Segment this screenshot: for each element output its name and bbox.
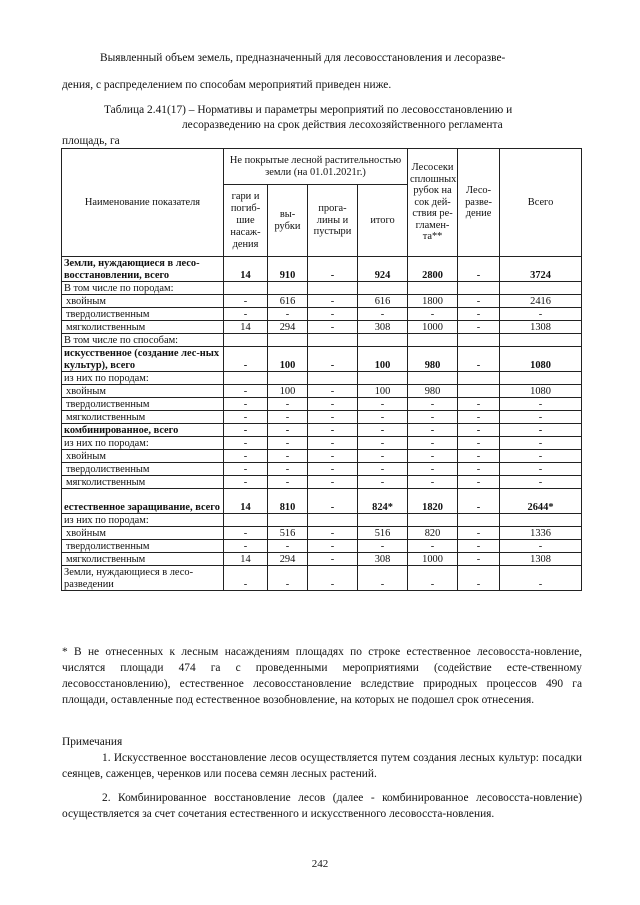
table-cell: - xyxy=(408,450,458,463)
table-cell: - xyxy=(268,398,308,411)
table-cell: - xyxy=(408,437,458,450)
table-cell: - xyxy=(358,411,408,424)
header-total-uncovered: итого xyxy=(358,185,408,257)
row-label: комбинированное, всего xyxy=(62,424,224,437)
table-cell: - xyxy=(224,295,268,308)
table-body xyxy=(62,257,582,591)
table-row xyxy=(62,321,582,334)
table-cell: 2800 xyxy=(408,257,458,282)
table-row xyxy=(62,385,582,398)
table-cell: - xyxy=(500,411,582,424)
table-cell: - xyxy=(408,308,458,321)
row-label: хвойным xyxy=(62,385,224,398)
footnote: * В не отнесенных к лесным насаждениям площадях по строке естественное лесовосста-новление, числятся площади 474 га с проведенными мероприятиями (содействие есте-ственному лесовосстановлению), естественное лесовосстановление вследствие природных процессов 490 га площади, оставленные под естественное возобновление, на которых не подошел срок отнесения. xyxy=(62,646,582,706)
intro-line-1: Выявленный объем земель, предназначенный для лесовосстановления и лесоразве- xyxy=(100,52,506,64)
table-cell: 2644* xyxy=(500,489,582,514)
table-cell xyxy=(358,514,408,527)
table-row xyxy=(62,308,582,321)
table-cell: - xyxy=(268,411,308,424)
table-cell: 14 xyxy=(224,489,268,514)
table-cell: - xyxy=(224,463,268,476)
table-cell: 980 xyxy=(408,385,458,398)
table-cell: 2416 xyxy=(500,295,582,308)
table-cell: 308 xyxy=(358,553,408,566)
table-cell xyxy=(268,372,308,385)
table-row xyxy=(62,437,582,450)
table-cell: - xyxy=(308,553,358,566)
table-cell: - xyxy=(408,463,458,476)
table-cell: - xyxy=(308,450,358,463)
table-cell xyxy=(268,334,308,347)
table-cell: 100 xyxy=(358,385,408,398)
row-label: мягколиственным xyxy=(62,476,224,489)
table-cell xyxy=(458,282,500,295)
table-cell: 924 xyxy=(358,257,408,282)
table-cell: - xyxy=(458,489,500,514)
table-cell xyxy=(408,282,458,295)
table-row xyxy=(62,372,582,385)
table-cell: 820 xyxy=(408,527,458,540)
table-cell: - xyxy=(268,437,308,450)
row-label: Земли, нуждающиеся в лесо-восстановлении, всего xyxy=(62,257,224,282)
table-cell xyxy=(458,385,500,398)
table-cell: - xyxy=(268,450,308,463)
row-label: мягколиственным xyxy=(62,553,224,566)
header-grand-total: Всего xyxy=(500,149,582,257)
table-cell xyxy=(500,372,582,385)
table-cell xyxy=(500,334,582,347)
header-name: Наименование показателя xyxy=(62,149,224,257)
table-row xyxy=(62,566,582,591)
table-cell: - xyxy=(458,437,500,450)
table-cell xyxy=(224,282,268,295)
table-cell xyxy=(500,514,582,527)
table-row xyxy=(62,527,582,540)
table-cell: 3724 xyxy=(500,257,582,282)
table-cell: - xyxy=(458,321,500,334)
table-row xyxy=(62,489,582,514)
table-row xyxy=(62,514,582,527)
table-cell: - xyxy=(308,295,358,308)
table-cell: - xyxy=(308,489,358,514)
table-cell: 294 xyxy=(268,553,308,566)
note-2: 2. Комбинированное восстановление лесов (далее - комбинированное лесовосста-новление) осуществляется за счет сочетания естественного и искусственного лесовосста-новления. xyxy=(62,792,582,820)
table-unit: площадь, га xyxy=(62,135,120,147)
table-cell: 910 xyxy=(268,257,308,282)
table-cell: - xyxy=(224,411,268,424)
row-label: твердолиственным xyxy=(62,463,224,476)
table-cell: 1000 xyxy=(408,553,458,566)
table-row xyxy=(62,334,582,347)
table-cell: 294 xyxy=(268,321,308,334)
table-cell: 1080 xyxy=(500,347,582,372)
table-cell: - xyxy=(358,450,408,463)
table-cell: - xyxy=(224,424,268,437)
header-cuttings: вы-рубки xyxy=(268,185,308,257)
table-cell xyxy=(224,514,268,527)
table-cell xyxy=(500,282,582,295)
table-cell: - xyxy=(224,450,268,463)
table-cell xyxy=(408,514,458,527)
table-caption-line-1: Таблица 2.41(17) – Нормативы и параметры мероприятий по лесовосстановлению и xyxy=(104,104,513,116)
table-cell: 14 xyxy=(224,321,268,334)
table-cell: - xyxy=(458,540,500,553)
table-cell xyxy=(268,514,308,527)
table-cell: 1308 xyxy=(500,321,582,334)
row-label: мягколиственным xyxy=(62,321,224,334)
table-cell: - xyxy=(358,437,408,450)
table-cell xyxy=(408,372,458,385)
table-cell: - xyxy=(308,321,358,334)
header-clearcuts: Лесосеки сплошных рубок на сок дей-ствия ре-гламен-та** xyxy=(408,149,458,257)
header-uncovered-group: Не покрытые лесной растительностью земли (на 01.01.2021г.) xyxy=(224,149,408,185)
table-cell: - xyxy=(458,463,500,476)
table-cell: - xyxy=(268,463,308,476)
header-afforestation: Лесо-разве-дение xyxy=(458,149,500,257)
table-cell: - xyxy=(358,424,408,437)
table-cell: - xyxy=(268,540,308,553)
table-cell: - xyxy=(224,437,268,450)
table-cell: 1800 xyxy=(408,295,458,308)
row-label: хвойным xyxy=(62,527,224,540)
note-1: 1. Искусственное восстановление лесов осуществляется путем создания лесных культур: посадки сеянцев, саженцев, черенков или посева семян лесных растений. xyxy=(62,752,582,780)
table-cell: 100 xyxy=(358,347,408,372)
table-row xyxy=(62,450,582,463)
table-cell xyxy=(358,334,408,347)
row-label: твердолиственным xyxy=(62,308,224,321)
table-cell: - xyxy=(408,566,458,591)
table-cell: - xyxy=(224,540,268,553)
table-cell: - xyxy=(308,463,358,476)
page-number: 242 xyxy=(311,858,329,870)
table-cell xyxy=(308,282,358,295)
table-cell: - xyxy=(458,347,500,372)
table-cell: - xyxy=(408,540,458,553)
table-row xyxy=(62,424,582,437)
table-cell: 14 xyxy=(224,257,268,282)
row-label: хвойным xyxy=(62,295,224,308)
table-cell: - xyxy=(268,476,308,489)
table-cell: - xyxy=(308,437,358,450)
table-cell xyxy=(408,334,458,347)
table-cell: 616 xyxy=(268,295,308,308)
header-glades: прога-лины и пустыри xyxy=(308,185,358,257)
intro-line-2: дения, с распределением по способам мероприятий приведен ниже. xyxy=(62,79,392,91)
table-cell: 1820 xyxy=(408,489,458,514)
table-cell: - xyxy=(268,566,308,591)
table-cell xyxy=(308,334,358,347)
table-cell: 810 xyxy=(268,489,308,514)
table-cell: - xyxy=(308,347,358,372)
table-cell: - xyxy=(224,566,268,591)
table-cell: 1080 xyxy=(500,385,582,398)
row-label: естественное заращивание, всего xyxy=(62,489,224,514)
table-cell xyxy=(268,282,308,295)
table-cell: - xyxy=(458,295,500,308)
table-cell: - xyxy=(500,476,582,489)
table-cell xyxy=(224,334,268,347)
row-label: В том числе по способам: xyxy=(62,334,224,347)
table-cell: - xyxy=(308,424,358,437)
table-cell: - xyxy=(268,424,308,437)
table-cell: 14 xyxy=(224,553,268,566)
table-cell: - xyxy=(308,540,358,553)
table-cell: - xyxy=(458,308,500,321)
table-cell: - xyxy=(308,398,358,411)
table-row xyxy=(62,553,582,566)
table-cell xyxy=(458,372,500,385)
table-cell: - xyxy=(358,308,408,321)
row-label: мягколиственным xyxy=(62,411,224,424)
table-cell: - xyxy=(308,385,358,398)
row-label: из них по породам: xyxy=(62,437,224,450)
table-cell: - xyxy=(224,398,268,411)
row-label: из них по породам: xyxy=(62,372,224,385)
table-cell: 516 xyxy=(358,527,408,540)
table-cell: - xyxy=(458,257,500,282)
table-cell: - xyxy=(308,566,358,591)
table-row xyxy=(62,347,582,372)
header-burned: гари и погиб-шие насаж-дения xyxy=(224,185,268,257)
row-label: из них по породам: xyxy=(62,514,224,527)
row-label: хвойным xyxy=(62,450,224,463)
table-cell: - xyxy=(358,476,408,489)
notes-title: Примечания xyxy=(62,736,123,748)
table-cell: 616 xyxy=(358,295,408,308)
table-cell: - xyxy=(308,411,358,424)
table-row xyxy=(62,295,582,308)
table-cell: - xyxy=(224,385,268,398)
table-row xyxy=(62,540,582,553)
table-cell: - xyxy=(458,424,500,437)
table-cell: - xyxy=(224,476,268,489)
table-cell: - xyxy=(458,398,500,411)
row-label: Земли, нуждающиеся в лесо-разведении xyxy=(62,566,224,591)
table-cell: - xyxy=(224,308,268,321)
measures-table xyxy=(61,148,582,591)
table-cell: - xyxy=(358,566,408,591)
table-cell: - xyxy=(408,424,458,437)
table-cell xyxy=(358,282,408,295)
table-cell: - xyxy=(458,566,500,591)
table-cell: - xyxy=(500,437,582,450)
table-cell xyxy=(458,514,500,527)
row-label: искусственное (создание лес-ных культур), всего xyxy=(62,347,224,372)
table-row xyxy=(62,476,582,489)
table-cell: - xyxy=(358,540,408,553)
table-cell: - xyxy=(408,398,458,411)
table-cell: - xyxy=(408,411,458,424)
table-cell: - xyxy=(500,450,582,463)
table-cell: - xyxy=(458,553,500,566)
table-cell: - xyxy=(500,540,582,553)
table-cell: 1308 xyxy=(500,553,582,566)
table-cell: - xyxy=(458,450,500,463)
table-cell: - xyxy=(500,424,582,437)
table-cell: - xyxy=(308,308,358,321)
table-cell: - xyxy=(458,476,500,489)
table-cell: - xyxy=(458,411,500,424)
table-cell: - xyxy=(308,527,358,540)
table-cell: 824* xyxy=(358,489,408,514)
table-cell xyxy=(358,372,408,385)
table-cell xyxy=(458,334,500,347)
table-cell: - xyxy=(458,527,500,540)
table-cell: - xyxy=(308,476,358,489)
table-cell: - xyxy=(268,308,308,321)
table-cell: - xyxy=(500,398,582,411)
table-row xyxy=(62,411,582,424)
table-row xyxy=(62,257,582,282)
row-label: В том числе по породам: xyxy=(62,282,224,295)
table-cell: 516 xyxy=(268,527,308,540)
table-cell: 308 xyxy=(358,321,408,334)
table-cell: 100 xyxy=(268,385,308,398)
table-cell: - xyxy=(358,398,408,411)
table-cell: 1336 xyxy=(500,527,582,540)
table-cell: - xyxy=(500,566,582,591)
table-cell: - xyxy=(358,463,408,476)
table-cell: 980 xyxy=(408,347,458,372)
table-cell: 1000 xyxy=(408,321,458,334)
table-cell xyxy=(308,514,358,527)
table-row xyxy=(62,463,582,476)
table-row xyxy=(62,398,582,411)
table-cell: - xyxy=(500,463,582,476)
table-row xyxy=(62,282,582,295)
table-cell xyxy=(224,372,268,385)
table-cell: 100 xyxy=(268,347,308,372)
table-cell: - xyxy=(224,347,268,372)
table-cell: - xyxy=(408,476,458,489)
table-cell: - xyxy=(500,308,582,321)
table-cell: - xyxy=(224,527,268,540)
row-label: твердолиственным xyxy=(62,398,224,411)
table-cell xyxy=(308,372,358,385)
table-caption-line-2: лесоразведению на срок действия лесохозяйственного регламента xyxy=(182,119,503,131)
table-cell: - xyxy=(308,257,358,282)
row-label: твердолиственным xyxy=(62,540,224,553)
